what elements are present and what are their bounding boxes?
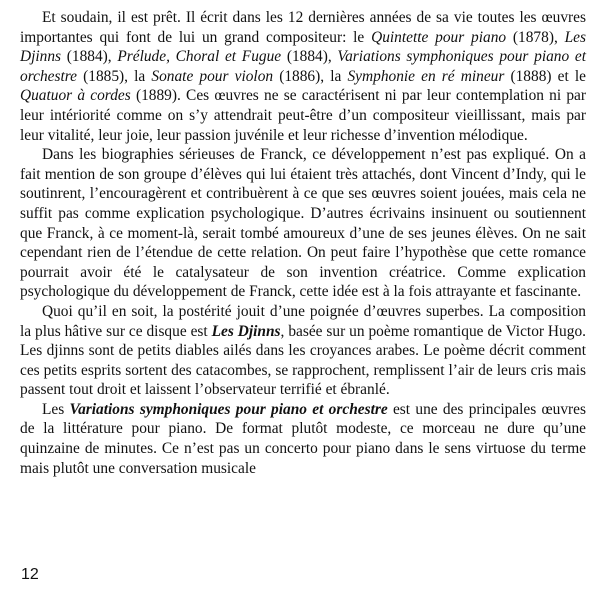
text-run: (1884), <box>61 48 118 66</box>
emphasized-title: Sonate pour violon <box>151 67 274 85</box>
page-number: 12 <box>21 566 39 583</box>
text-run: (1884), <box>281 48 338 66</box>
body-text <box>20 8 586 478</box>
emphasized-title: Quatuor à cordes <box>20 87 131 105</box>
emphasized-title: Quintette pour piano <box>371 28 507 46</box>
emphasized-title: Les Djinns <box>20 28 586 66</box>
text-run: est une des principales œuvres de la littérature pour piano. De format plutôt modeste, ce morceau ne dure qu’une quinzaine de minutes. Ce n’est pas un concerto pour piano dans le sens virtuose du terme mais plutôt une conversation musicale <box>20 400 586 477</box>
text-run: (1885), la <box>77 67 152 85</box>
paragraph <box>20 145 586 302</box>
text-run: (1889). Ces œuvres ne se caractérisent ni par leur contemplation ni par leur intériorité comme on s’y attendrait peut-être d’un compositeur vieillissant, mais par leur vitalité, leur joie, leur passion juvénile et leur richesse d’invention mélodique. <box>20 87 587 144</box>
paragraph <box>20 8 586 145</box>
emphasized-title: Variations symphoniques pour piano et orchestre <box>20 48 586 85</box>
paragraph <box>20 302 586 400</box>
text-run: , basée sur un poème romantique de Victor Hugo. Les djinns sont de petits diables ailés dans les croyances arabes. Le poème décrit comment ces petits esprits sortent des catacombes, se rapprochent, remplissent l’air de leurs cris mais passent tout droit et laissent l’observateur terrifié et ébranlé. <box>20 322 586 399</box>
text-run: Les <box>42 400 70 418</box>
text-run: Et soudain, il est prêt. Il écrit dans les 12 dernières années de sa vie toutes les œuvres importantes qui font de lui un grand compositeur: le <box>20 9 586 46</box>
text-run: (1888) et le <box>504 67 586 85</box>
text-run: Dans les biographies sérieuses de Franck, ce développement n’est pas expliqué. On a fait mention de son groupe d’élèves qui lui étaient très attachés, dont Vincent d’Indy, qui le soutinrent, l’encouragèrent et contribuèrent à ce que ses œuvres soient jouées, mais cela ne suffit pas comme explication psychologique. D’autres écrivains insinuent ou soutiennent que Franck, à ce moment-là, serait tombé amoureux d’une de ses jeunes élèves. On ne sait cependant rien de l’étendue de cette relation. On peut faire l’hypothèse que cette romance pourrait avoir été le catalysateur de son invention créatrice. Comme explication psychologique du développement de Franck, cette idée est à la fois attrayante et fascinante. <box>20 146 586 301</box>
text-run: (1886), la <box>273 67 348 85</box>
emphasized-title: Variations symphoniques pour piano et orchestre <box>69 400 388 418</box>
emphasized-title: Symphonie en ré mineur <box>347 67 505 85</box>
emphasized-title: Prélude, Choral et Fugue <box>117 48 282 66</box>
emphasized-title: Les Djinns <box>211 322 281 340</box>
text-run: (1878), <box>506 28 565 46</box>
paragraph <box>20 400 586 478</box>
text-run: Quoi qu’il en soit, la postérité jouit d’une poignée d’œuvres superbes. La composition la plus hâtive sur ce disque est <box>20 302 586 340</box>
